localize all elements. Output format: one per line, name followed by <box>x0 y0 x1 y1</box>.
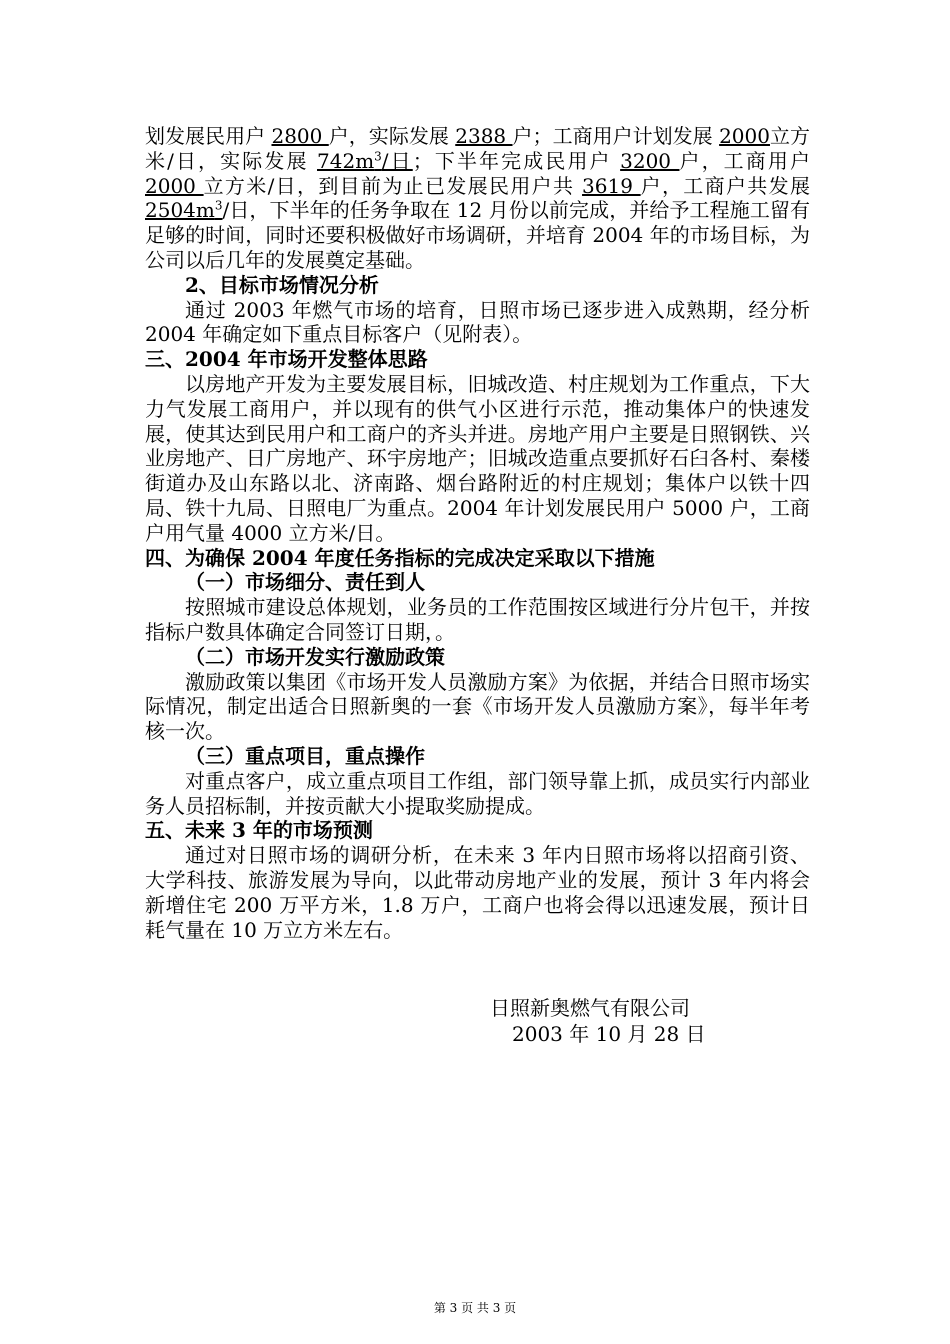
text-span: 户；工商用户计划发展 <box>512 124 720 148</box>
paragraph-section-3: 以房地产开发为主要发展目标，旧城改造、村庄规划为工作重点，下大力气发展工商用户，并以现有的供气小区进行示范，推动集体户的快速发展，使其达到民用户和工商户的齐头并进。房地产用户主要是日照钢铁、兴业房地产、日广房地产、环宇房地产；旧城改造重点要抓好石臼各村、秦楼街道办及山东路以北、济南路、烟台路附近的村庄规划；集体户以铁十四局、铁十九局、日照电厂为重点。2004 年计划发展民用户 5000 户，工商户用气量 4000 立方米/日。 <box>145 371 810 545</box>
subheading-2: （二）市场开发实行激励政策 <box>185 644 445 669</box>
underlined-value: 2000 <box>145 173 204 198</box>
paragraph-target-market: 通过 2003 年燃气市场的培育，日照市场已逐步进入成熟期，经分析 2004 年确定如下重点目标客户（见附表）。 <box>145 297 810 347</box>
underlined-value: 2388 <box>455 124 513 148</box>
page-footer: 第 3 页 共 3 页 <box>433 1301 517 1315</box>
subheading-3: （三）重点项目，重点操作 <box>185 743 425 768</box>
subheading-1: （一）市场细分、责任到人 <box>185 570 425 595</box>
paragraph-sub-2: 激励政策以集团《市场开发人员激励方案》为依据，并结合日照市场实际情况，制定出适合日照新奥的一套《市场开发人员激励方案》，每半年考核一次。 <box>145 669 810 744</box>
signature-block <box>490 995 810 1047</box>
heading-section-4: 四、为确保 2004 年度任务指标的完成决定采取以下措施 <box>145 545 655 570</box>
document-date: 2003 年 10 月 28 日 <box>512 1022 706 1046</box>
heading-section-5: 五、未来 3 年的市场预测 <box>145 818 373 843</box>
text-span: 户，实际发展 <box>328 124 456 148</box>
paragraph-sub-1: 按照城市建设总体规划，业务员的工作范围按区域进行分片包干，并按指标户数具体确定合同签订日期，。 <box>145 595 810 644</box>
company-name: 日照新奥燃气有限公司 <box>490 996 690 1020</box>
superscript: 3 <box>374 149 382 164</box>
paragraph-progress <box>145 124 810 273</box>
paragraph-sub-3: 对重点客户，成立重点项目工作组，部门领导靠上抓，成员实行内部业务人员招标制，并按贡献大小提取奖励提成。 <box>145 768 810 818</box>
text-span: /日，下半年的任务争取在 12 月份以前完成，并给予工程施工留有足够的时间，同时还要积极做好市场调研，并培育 2004 年的市场目标，为公司以后几年的发展奠定基础。 <box>145 198 810 272</box>
underlined-value <box>145 198 223 222</box>
text-span: ；下半年完成民用户 <box>412 148 621 173</box>
value-unit: /日 <box>381 148 413 173</box>
underlined-value <box>317 149 413 173</box>
paragraph-section-5: 通过对日照市场的调研分析，在未来 3 年内日照市场将以招商引资、大学科技、旅游发展为导向，以此带动房地产业的发展，预计 3 年内将会新增住宅 200 万平方米，1.8 万户，工商户也将会得以迅速发展，预计日耗气量在 10 万立方米左右。 <box>145 843 810 942</box>
text-span: 立方米/日，实际发展 <box>145 124 811 173</box>
document-body <box>145 124 810 942</box>
underlined-value: 3200 <box>620 148 680 173</box>
text-span: 立方米/日，到目前为止已发展民用户共 <box>203 173 583 198</box>
value-number: 742m <box>317 148 375 173</box>
superscript: 3 <box>214 198 223 213</box>
value-number: 2504m <box>145 198 215 223</box>
underlined-value: 2000 <box>719 124 770 148</box>
underlined-value: 3619 <box>582 173 641 198</box>
text-span: 划发展民用户 <box>145 124 272 148</box>
heading-section-3: 三、2004 年市场开发整体思路 <box>145 347 428 372</box>
underlined-value: 2800 <box>271 124 329 148</box>
heading-target-market: 2、目标市场情况分析 <box>185 272 379 297</box>
text-span: 户，工商用户 <box>679 148 810 173</box>
text-span: 户，工商户共发展 <box>640 173 810 198</box>
